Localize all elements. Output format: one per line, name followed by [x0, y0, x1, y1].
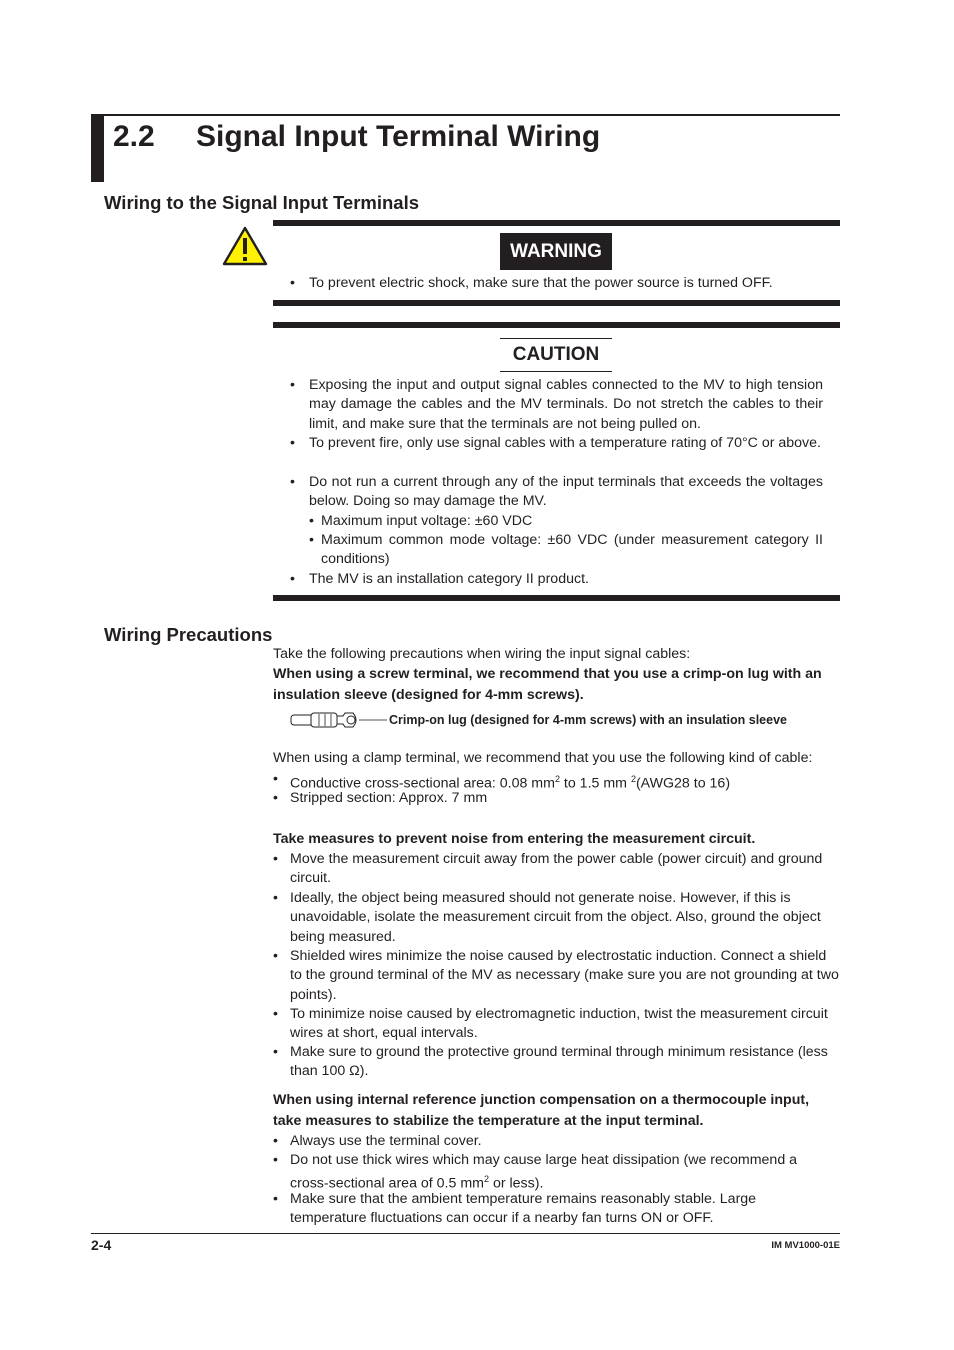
list-item — [273, 947, 839, 1005]
caution-text: To prevent fire, only use signal cables with a temperature rating of 70°C or above. — [309, 435, 821, 451]
bullet: • — [273, 790, 278, 806]
warning-top-bar — [273, 220, 840, 226]
screw-terminal-note: When using a screw terminal, we recommend that you use a crimp-on lug with an insulation sleeve (designed for 4-mm screws). — [273, 666, 822, 704]
list-item — [273, 889, 839, 947]
text-span: Conductive cross-sectional area: 0.08 mm — [290, 775, 555, 792]
subsection-title-precautions: Wiring Precautions — [104, 624, 273, 645]
noise-heading: Take measures to prevent noise from entering the measurement circuit. — [273, 831, 756, 847]
list-item — [273, 789, 841, 808]
bullet: • — [273, 1044, 278, 1060]
superscript: 2 — [483, 1174, 489, 1185]
warning-bottom-bar — [273, 300, 840, 306]
caution-label: CAUTION — [500, 338, 612, 372]
bullet: • — [290, 474, 295, 490]
bullet: • — [290, 275, 295, 291]
heading-rule — [91, 114, 840, 116]
superscript: 2 — [554, 774, 560, 784]
list-item — [290, 274, 840, 293]
bullet: • — [273, 1133, 278, 1149]
clamp-section — [273, 749, 841, 768]
warning-triangle-icon — [222, 226, 268, 266]
list-item — [273, 1132, 818, 1151]
section-number: 2.2 — [113, 120, 155, 153]
noise-text: Make sure to ground the protective ground terminal through minimum resistance (less than 100 Ω). — [290, 1044, 828, 1080]
noise-text: Shielded wires minimize the noise caused by electrostatic induction. Connect a shield to the ground terminal of the MV as necessary (make sure you are not grounding at two points). — [290, 948, 839, 1003]
page-number: 2-4 — [91, 1237, 112, 1253]
caution-text: Do not run a current through any of the input terminals that exceeds the voltages below. Doing so may damage the MV. — [309, 474, 823, 510]
bullet: • — [273, 948, 278, 964]
thermocouple-text: Always use the terminal cover. — [290, 1133, 482, 1149]
page-title: Signal Input Terminal Wiring — [196, 120, 601, 153]
warning-text: To prevent electric shock, make sure that the power source is turned OFF. — [309, 275, 773, 291]
precautions-body — [273, 645, 841, 706]
stripped-text: Stripped section: Approx. 7 mm — [290, 790, 488, 806]
noise-text: Ideally, the object being measured should not generate noise. However, if this is unavoidable, isolate the measurement circuit from the object. Also, ground the object being measured. — [290, 890, 821, 945]
caution-top-bar — [273, 322, 840, 328]
list-item — [290, 434, 823, 453]
text-span: (AWG28 to 16) — [635, 775, 731, 792]
bullet: • — [273, 1191, 278, 1207]
superscript: 2 — [630, 774, 636, 784]
bullet: • — [273, 851, 278, 867]
bullet: • — [290, 377, 295, 393]
bullet: • — [290, 435, 295, 451]
intro-text: Take the following precautions when wiring the input signal cables: — [273, 646, 691, 662]
list-item — [273, 1151, 818, 1195]
warning-label: WARNING — [500, 233, 612, 270]
list-item — [309, 531, 823, 570]
crimp-lug-icon — [289, 709, 389, 731]
text-span: Do not use thick wires which may cause large heat dissipation (we recommend a cross-sectional area of 0.5 mm — [290, 1152, 798, 1193]
bullet: • — [273, 1152, 278, 1168]
thermocouple-text — [290, 1151, 818, 1195]
list-item — [273, 1043, 839, 1082]
heading-side-bar — [91, 114, 104, 182]
caution-subtext: Maximum input voltage: ±60 VDC — [321, 513, 533, 529]
clamp-note: When using a clamp terminal, we recommend that you use the following kind of cable: — [273, 750, 813, 766]
bullet: • — [273, 1006, 278, 1022]
bullet: • — [309, 532, 314, 548]
list-item — [290, 376, 823, 434]
lug-caption: Crimp-on lug (designed for 4-mm screws) with an insulation sleeve — [389, 713, 787, 727]
document-code: IM MV1000-01E — [771, 1240, 840, 1251]
list-item — [290, 473, 823, 512]
list-item — [309, 512, 823, 531]
bullet: • — [273, 771, 278, 787]
bullet: • — [290, 571, 295, 587]
noise-text: To minimize noise caused by electromagnetic induction, twist the measurement circuit wires at short, equal intervals. — [290, 1006, 828, 1042]
list-item — [273, 1005, 839, 1044]
text-span: or less). — [489, 1176, 544, 1193]
list-item — [273, 1190, 818, 1229]
text-span: to 1.5 mm — [559, 775, 631, 792]
bullet: • — [309, 513, 314, 529]
thermocouple-heading: When using internal reference junction compensation on a thermocouple input, take measures to stabilize the temperature at the input terminal. — [273, 1092, 810, 1129]
noise-text: Move the measurement circuit away from the power cable (power circuit) and ground circuit. — [290, 851, 823, 887]
bullet: • — [273, 890, 278, 906]
footer-rule — [91, 1233, 840, 1234]
caution-text: The MV is an installation category II product. — [309, 571, 589, 587]
list-item — [273, 850, 839, 889]
subsection-title-wiring: Wiring to the Signal Input Terminals — [104, 192, 420, 213]
thermocouple-text: Make sure that the ambient temperature remains reasonably stable. Large temperature fluctuations can occur if a nearby fan turns ON or OFF. — [290, 1191, 757, 1227]
caution-subtext: Maximum common mode voltage: ±60 VDC (under measurement category II conditions) — [321, 532, 823, 568]
caution-text: Exposing the input and output signal cables connected to the MV to high tension may damage the cables and the MV terminals. Do not stretch the cables to their limit, and make sure that the terminals are not being pulled on. — [309, 377, 823, 432]
caution-bottom-bar — [273, 595, 840, 601]
list-item — [290, 570, 823, 589]
